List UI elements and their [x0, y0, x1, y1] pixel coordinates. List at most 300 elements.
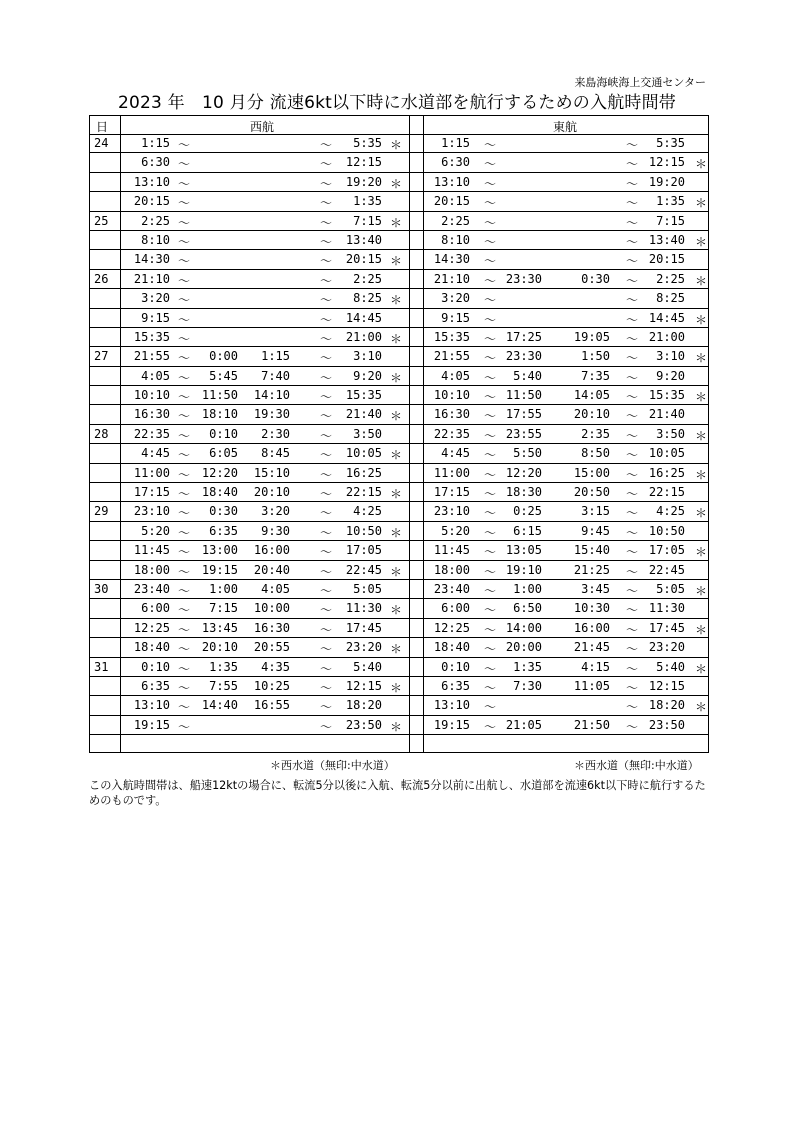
west-time-end: 22:15	[345, 485, 382, 500]
west-time-3: 16:30	[253, 620, 290, 635]
west-tilde: ～	[320, 351, 333, 366]
west-time-end: 10:05	[345, 446, 382, 461]
west-time-start: 23:40	[133, 581, 170, 596]
table-row	[90, 696, 708, 715]
west-tilde: ～	[178, 700, 191, 715]
west-time-end: 13:40	[345, 232, 382, 247]
east-tilde: ～	[626, 293, 639, 308]
east-time-start: 17:15	[433, 485, 470, 500]
east-time-end: 16:25	[648, 465, 685, 480]
east-time-end: 8:25	[656, 291, 685, 306]
west-tilde: ～	[178, 680, 191, 695]
east-time-2: 7:30	[513, 678, 542, 693]
west-tilde: ～	[178, 661, 191, 676]
east-time-3: 15:00	[573, 465, 610, 480]
west-time-3: 10:00	[253, 601, 290, 616]
east-tilde: ～	[484, 215, 497, 230]
west-tilde: ～	[320, 642, 333, 657]
east-tilde: ～	[484, 448, 497, 463]
east-time-start: 8:10	[441, 232, 470, 247]
east-tilde: ～	[484, 680, 497, 695]
east-time-2: 17:25	[505, 329, 542, 344]
table-row	[90, 561, 708, 580]
east-time-end: 15:35	[648, 388, 685, 403]
organization-name: 来島海峡海上交通センター	[574, 76, 706, 89]
page-title: 2023 年 10 月分 流速6kt以下時に水道部を航行するための入航時間帯	[117, 93, 677, 113]
east-time-start: 0:10	[441, 659, 470, 674]
west-time-2: 0:10	[209, 426, 238, 441]
east-tilde: ～	[484, 176, 497, 191]
east-time-3: 16:00	[573, 620, 610, 635]
west-tilde: ～	[178, 312, 191, 327]
east-time-end: 20:15	[648, 252, 685, 267]
east-time-3: 21:25	[573, 562, 610, 577]
east-time-start: 14:30	[433, 252, 470, 267]
schedule-table	[89, 115, 709, 753]
west-tilde: ～	[320, 467, 333, 482]
east-time-start: 4:05	[441, 368, 470, 383]
east-tilde: ～	[484, 370, 497, 385]
table-row	[90, 173, 708, 192]
west-time-end: 17:05	[345, 543, 382, 558]
east-time-start: 16:30	[433, 407, 470, 422]
west-tilde: ～	[320, 273, 333, 288]
east-west-channel-mark: ＊	[695, 390, 708, 405]
west-time-end: 16:25	[345, 465, 382, 480]
west-west-channel-mark: ＊	[390, 138, 403, 152]
table-row	[90, 405, 708, 424]
east-tilde: ～	[484, 428, 497, 443]
table-row	[90, 677, 708, 696]
west-time-end: 2:25	[353, 271, 382, 286]
east-time-end: 22:45	[648, 562, 685, 577]
west-tilde: ～	[178, 428, 191, 443]
table-row	[90, 212, 708, 231]
west-time-end: 7:15	[353, 213, 382, 228]
west-tilde: ～	[178, 642, 191, 657]
east-tilde: ～	[484, 506, 497, 521]
header-west: 西航	[250, 120, 275, 134]
west-time-start: 17:15	[133, 485, 170, 500]
west-time-end: 22:45	[345, 562, 382, 577]
west-time-start: 5:20	[141, 523, 170, 538]
west-time-2: 0:30	[209, 504, 238, 519]
day-cell: 28	[94, 426, 109, 441]
table-row	[90, 580, 708, 599]
west-tilde: ～	[178, 583, 191, 598]
east-tilde: ～	[484, 719, 497, 734]
west-time-start: 11:00	[133, 465, 170, 480]
legend-east: ＊西水道（無印:中水道）	[574, 759, 699, 772]
table-row	[90, 638, 708, 657]
east-tilde: ～	[484, 564, 497, 579]
east-tilde: ～	[484, 583, 497, 598]
west-time-3: 20:55	[253, 640, 290, 655]
west-time-3: 9:30	[261, 523, 290, 538]
east-tilde: ～	[484, 467, 497, 482]
west-time-2: 1:00	[209, 581, 238, 596]
west-time-end: 4:25	[353, 504, 382, 519]
day-cell: 27	[94, 349, 109, 364]
west-time-end: 1:35	[353, 194, 382, 209]
east-time-start: 5:20	[441, 523, 470, 538]
west-time-2: 0:00	[209, 349, 238, 364]
west-tilde: ～	[178, 448, 191, 463]
east-time-3: 3:45	[581, 581, 610, 596]
east-time-end: 13:40	[648, 232, 685, 247]
east-time-start: 6:00	[441, 601, 470, 616]
west-time-3: 15:10	[253, 465, 290, 480]
east-tilde: ～	[484, 525, 497, 540]
east-time-3: 11:05	[573, 678, 610, 693]
east-time-2: 0:25	[513, 504, 542, 519]
east-west-channel-mark: ＊	[695, 622, 708, 637]
east-time-3: 2:35	[581, 426, 610, 441]
west-west-channel-mark: ＊	[390, 564, 403, 579]
west-time-end: 17:45	[345, 620, 382, 635]
west-time-start: 21:10	[133, 271, 170, 286]
west-tilde: ～	[320, 506, 333, 521]
east-tilde: ～	[626, 138, 639, 152]
west-time-start: 2:25	[141, 213, 170, 228]
east-time-3: 14:05	[573, 388, 610, 403]
east-time-start: 23:40	[433, 581, 470, 596]
west-time-start: 11:45	[133, 543, 170, 558]
west-tilde: ～	[178, 157, 191, 172]
east-time-start: 11:00	[433, 465, 470, 480]
legend-west: ＊西水道（無印:中水道）	[270, 759, 395, 772]
west-time-end: 12:15	[345, 155, 382, 170]
east-time-2: 23:30	[505, 349, 542, 364]
west-tilde: ～	[320, 196, 333, 211]
west-tilde: ～	[320, 234, 333, 249]
east-time-end: 17:45	[648, 620, 685, 635]
east-tilde: ～	[626, 312, 639, 327]
east-tilde: ～	[626, 331, 639, 346]
west-time-start: 0:10	[141, 659, 170, 674]
east-time-end: 11:30	[648, 601, 685, 616]
west-time-start: 18:00	[133, 562, 170, 577]
west-time-end: 18:20	[345, 698, 382, 713]
east-time-2: 5:50	[513, 446, 542, 461]
east-time-2: 19:10	[505, 562, 542, 577]
west-west-channel-mark: ＊	[390, 370, 403, 385]
east-time-end: 5:40	[656, 659, 685, 674]
east-time-2: 23:55	[505, 426, 542, 441]
east-tilde: ～	[626, 196, 639, 211]
east-time-start: 6:35	[441, 678, 470, 693]
east-tilde: ～	[626, 351, 639, 366]
east-west-channel-mark: ＊	[695, 661, 708, 676]
east-time-end: 22:15	[648, 485, 685, 500]
west-time-3: 16:55	[253, 698, 290, 713]
west-time-3: 16:00	[253, 543, 290, 558]
west-time-start: 23:10	[133, 504, 170, 519]
east-time-start: 13:10	[433, 174, 470, 189]
west-time-2: 5:45	[209, 368, 238, 383]
west-tilde: ～	[178, 138, 191, 152]
west-west-channel-mark: ＊	[390, 642, 403, 657]
west-tilde: ～	[320, 428, 333, 443]
west-tilde: ～	[178, 622, 191, 637]
east-tilde: ～	[484, 700, 497, 715]
west-time-start: 19:15	[133, 717, 170, 732]
west-west-channel-mark: ＊	[390, 254, 403, 269]
east-time-end: 9:20	[656, 368, 685, 383]
east-tilde: ～	[626, 273, 639, 288]
west-tilde: ～	[320, 487, 333, 502]
west-tilde: ～	[320, 622, 333, 637]
west-time-3: 4:05	[261, 581, 290, 596]
east-west-channel-mark: ＊	[695, 467, 708, 482]
east-time-start: 1:15	[441, 136, 470, 150]
west-time-end: 5:35	[353, 136, 382, 150]
west-tilde: ～	[178, 351, 191, 366]
west-time-end: 21:00	[345, 329, 382, 344]
west-tilde: ～	[320, 661, 333, 676]
west-time-end: 5:05	[353, 581, 382, 596]
table-row	[90, 328, 708, 347]
east-tilde: ～	[626, 428, 639, 443]
west-time-start: 1:15	[141, 136, 170, 150]
east-time-end: 19:20	[648, 174, 685, 189]
west-tilde: ～	[320, 293, 333, 308]
east-tilde: ～	[484, 254, 497, 269]
west-tilde: ～	[178, 506, 191, 521]
east-time-start: 10:10	[433, 388, 470, 403]
table-row	[90, 735, 708, 754]
east-time-start: 12:25	[433, 620, 470, 635]
west-time-2: 7:55	[209, 678, 238, 693]
west-time-end: 14:45	[345, 310, 382, 325]
west-west-channel-mark: ＊	[390, 719, 403, 734]
west-time-2: 18:10	[201, 407, 238, 422]
east-time-2: 6:15	[513, 523, 542, 538]
west-time-3: 20:40	[253, 562, 290, 577]
east-time-3: 20:10	[573, 407, 610, 422]
west-tilde: ～	[320, 545, 333, 560]
west-time-start: 3:20	[141, 291, 170, 306]
east-tilde: ～	[484, 351, 497, 366]
east-time-3: 4:15	[581, 659, 610, 674]
east-tilde: ～	[484, 642, 497, 657]
east-west-channel-mark: ＊	[695, 506, 708, 521]
west-time-3: 14:10	[253, 388, 290, 403]
east-tilde: ～	[484, 390, 497, 405]
table-row	[90, 270, 708, 289]
east-tilde: ～	[484, 603, 497, 618]
west-time-start: 6:00	[141, 601, 170, 616]
east-tilde: ～	[626, 234, 639, 249]
west-time-2: 6:35	[209, 523, 238, 538]
west-time-start: 16:30	[133, 407, 170, 422]
west-tilde: ～	[320, 719, 333, 734]
east-west-channel-mark: ＊	[695, 351, 708, 366]
east-tilde: ～	[626, 487, 639, 502]
west-west-channel-mark: ＊	[390, 409, 403, 424]
east-tilde: ～	[626, 390, 639, 405]
east-tilde: ～	[484, 487, 497, 502]
west-tilde: ～	[178, 603, 191, 618]
east-time-end: 3:50	[656, 426, 685, 441]
east-tilde: ～	[484, 622, 497, 637]
west-west-channel-mark: ＊	[390, 176, 403, 191]
east-tilde: ～	[626, 622, 639, 637]
table-row	[90, 658, 708, 677]
east-time-end: 23:20	[648, 640, 685, 655]
east-time-3: 1:50	[581, 349, 610, 364]
west-tilde: ～	[178, 467, 191, 482]
east-tilde: ～	[626, 370, 639, 385]
table-header	[90, 116, 708, 135]
west-tilde: ～	[320, 564, 333, 579]
west-time-end: 11:30	[345, 601, 382, 616]
west-time-3: 10:25	[253, 678, 290, 693]
east-time-3: 10:30	[573, 601, 610, 616]
west-time-2: 12:20	[201, 465, 238, 480]
west-tilde: ～	[320, 583, 333, 598]
west-tilde: ～	[320, 370, 333, 385]
east-time-end: 21:00	[648, 329, 685, 344]
table-row	[90, 289, 708, 308]
table-row	[90, 716, 708, 735]
east-west-channel-mark: ＊	[695, 234, 708, 249]
east-time-start: 22:35	[433, 426, 470, 441]
east-time-start: 21:55	[433, 349, 470, 364]
east-time-2: 13:05	[505, 543, 542, 558]
west-time-start: 4:05	[141, 368, 170, 383]
east-tilde: ～	[626, 215, 639, 230]
east-tilde: ～	[626, 564, 639, 579]
east-time-2: 17:55	[505, 407, 542, 422]
west-time-3: 2:30	[261, 426, 290, 441]
west-time-start: 15:35	[133, 329, 170, 344]
east-tilde: ～	[484, 196, 497, 211]
west-tilde: ～	[178, 176, 191, 191]
east-tilde: ～	[484, 545, 497, 560]
west-tilde: ～	[320, 409, 333, 424]
table-row	[90, 192, 708, 211]
table-row	[90, 250, 708, 269]
west-time-start: 20:15	[133, 194, 170, 209]
west-time-3: 1:15	[261, 349, 290, 364]
west-tilde: ～	[320, 525, 333, 540]
east-tilde: ～	[626, 642, 639, 657]
east-time-end: 10:50	[648, 523, 685, 538]
east-time-end: 23:50	[648, 717, 685, 732]
east-tilde: ～	[626, 448, 639, 463]
east-time-start: 11:45	[433, 543, 470, 558]
east-time-3: 21:50	[573, 717, 610, 732]
west-time-2: 13:45	[201, 620, 238, 635]
east-time-3: 7:35	[581, 368, 610, 383]
west-tilde: ～	[178, 564, 191, 579]
west-west-channel-mark: ＊	[390, 680, 403, 695]
west-west-channel-mark: ＊	[390, 448, 403, 463]
east-time-2: 1:35	[513, 659, 542, 674]
east-tilde: ～	[484, 157, 497, 172]
west-time-end: 12:15	[345, 678, 382, 693]
west-time-2: 7:15	[209, 601, 238, 616]
east-tilde: ～	[626, 700, 639, 715]
table-row	[90, 444, 708, 463]
west-time-2: 6:05	[209, 446, 238, 461]
table-row	[90, 231, 708, 250]
west-tilde: ～	[320, 254, 333, 269]
west-tilde: ～	[320, 157, 333, 172]
east-time-end: 4:25	[656, 504, 685, 519]
east-time-3: 15:40	[573, 543, 610, 558]
west-time-end: 3:10	[353, 349, 382, 364]
west-time-2: 13:00	[201, 543, 238, 558]
west-time-2: 1:35	[209, 659, 238, 674]
west-tilde: ～	[320, 331, 333, 346]
west-time-start: 18:40	[133, 640, 170, 655]
west-time-end: 23:50	[345, 717, 382, 732]
west-time-3: 20:10	[253, 485, 290, 500]
east-time-end: 7:15	[656, 213, 685, 228]
day-cell: 25	[94, 213, 109, 228]
west-time-start: 22:35	[133, 426, 170, 441]
west-tilde: ～	[320, 312, 333, 327]
west-time-end: 15:35	[345, 388, 382, 403]
east-time-start: 21:10	[433, 271, 470, 286]
east-tilde: ～	[626, 525, 639, 540]
west-time-2: 11:50	[201, 388, 238, 403]
west-time-end: 3:50	[353, 426, 382, 441]
west-time-3: 3:20	[261, 504, 290, 519]
table-row	[90, 599, 708, 618]
east-west-channel-mark: ＊	[695, 428, 708, 443]
table-row	[90, 541, 708, 560]
west-tilde: ～	[320, 138, 333, 152]
header-day: 日	[96, 120, 109, 134]
day-cell: 29	[94, 504, 109, 519]
table-row	[90, 502, 708, 521]
table-row	[90, 425, 708, 444]
west-time-end: 10:50	[345, 523, 382, 538]
west-tilde: ～	[178, 487, 191, 502]
table-row	[90, 483, 708, 502]
east-time-end: 1:35	[656, 194, 685, 209]
east-time-end: 18:20	[648, 698, 685, 713]
west-tilde: ～	[178, 370, 191, 385]
west-time-end: 20:15	[345, 252, 382, 267]
east-time-start: 15:35	[433, 329, 470, 344]
east-west-channel-mark: ＊	[695, 196, 708, 211]
table-row	[90, 347, 708, 366]
east-tilde: ～	[484, 312, 497, 327]
west-time-end: 5:40	[353, 659, 382, 674]
table-row	[90, 464, 708, 483]
west-time-start: 9:15	[141, 310, 170, 325]
west-time-start: 4:45	[141, 446, 170, 461]
east-time-start: 2:25	[441, 213, 470, 228]
west-time-2: 14:40	[201, 698, 238, 713]
west-time-end: 19:20	[345, 174, 382, 189]
west-time-3: 8:45	[261, 446, 290, 461]
west-time-3: 7:40	[261, 368, 290, 383]
west-west-channel-mark: ＊	[390, 603, 403, 618]
east-time-2: 11:50	[505, 388, 542, 403]
west-time-start: 10:10	[133, 388, 170, 403]
east-time-end: 3:10	[656, 349, 685, 364]
west-west-channel-mark: ＊	[390, 331, 403, 346]
west-tilde: ～	[320, 390, 333, 405]
east-time-start: 18:40	[433, 640, 470, 655]
east-time-end: 2:25	[656, 271, 685, 286]
east-time-end: 12:15	[648, 678, 685, 693]
